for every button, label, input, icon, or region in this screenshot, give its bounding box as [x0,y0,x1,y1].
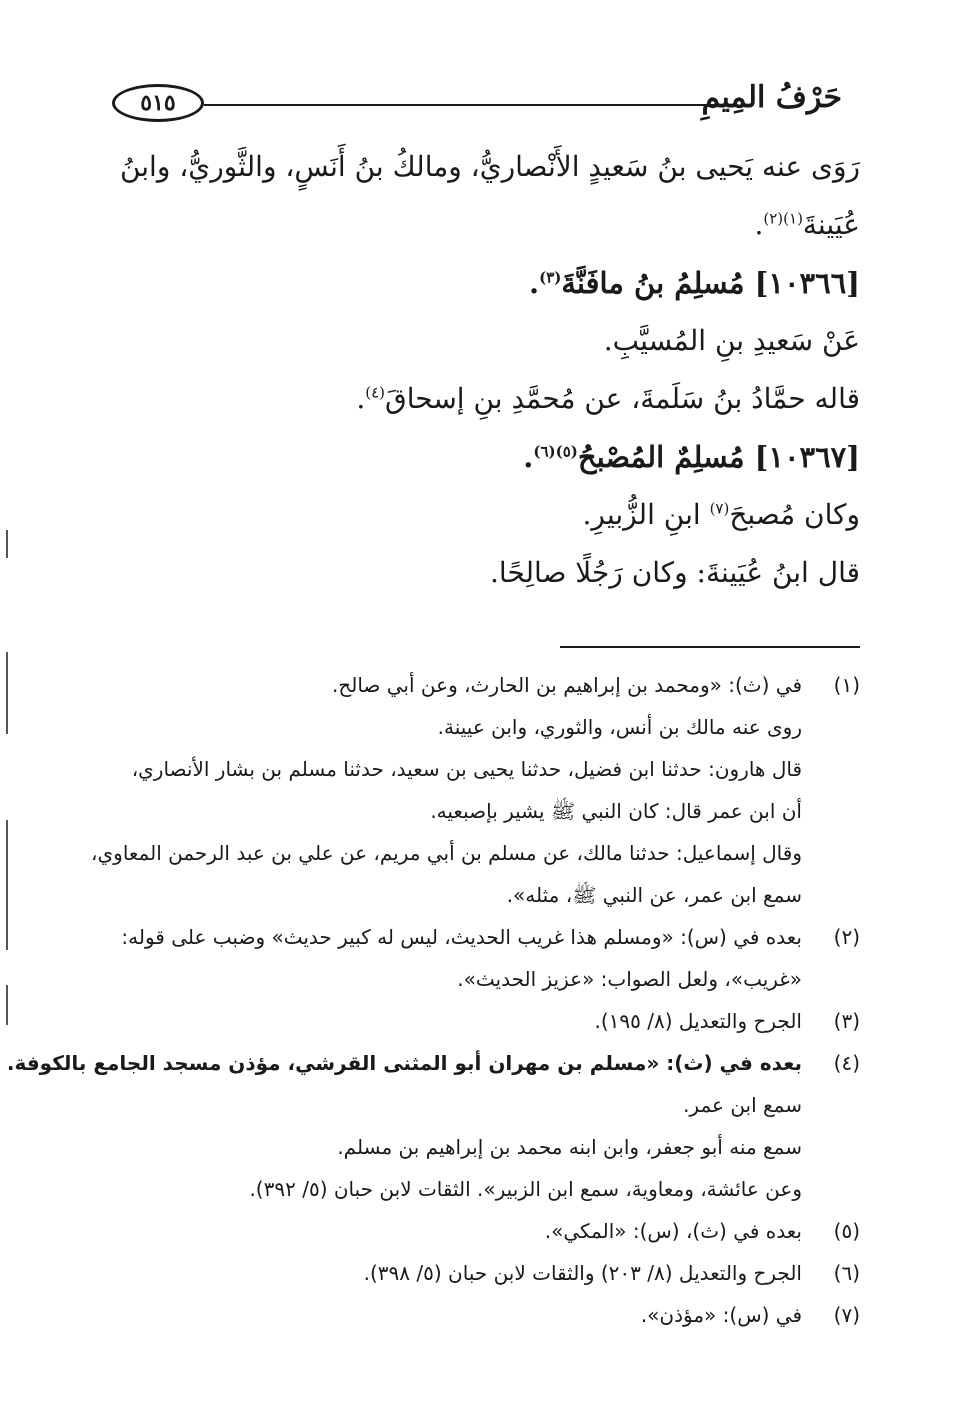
footnote [6,1042,860,1210]
entry-line: عَنْ سَعيدِ بنِ المُسيَّبِ. [603,324,860,357]
footnote-ref: (١)(٢) [763,209,803,228]
footnote-line: بعده في (س): «ومسلم هذا غريب الحديث، ليس له كبير حديث» وضبب على قوله: [121,925,802,949]
footnote-line: سمع منه أبو جعفر، وابن ابنه محمد بن إبراهيم بن مسلم. [337,1135,802,1159]
footnote [112,1000,860,1042]
scan-edge-mark [6,820,8,950]
footnote-line: أن ابن عمر قال: كان النبي ﷺ يشير بإصبعيه. [430,799,802,823]
scan-edge-mark [6,652,8,734]
footnote-line: سمع ابن عمر. [683,1093,802,1117]
footnote-ref: (٥)(٦) [533,442,578,461]
entry-line: قال ابنُ عُيَينةَ: وكان رَجُلًا صالِحًا. [490,556,860,589]
page-number-badge [112,84,204,122]
footnote-number: (٢) [833,925,860,949]
footnote-number: (٧) [833,1303,860,1327]
page-header [112,80,842,130]
footnote-line: بعده في (ث)، (س): «المكي». [544,1219,802,1243]
entry-heading-text: [١٠٣٦٦] مُسلِمُ بنُ مافَنَّةَ [561,266,860,300]
footnote-separator [560,646,860,648]
main-text [112,138,860,602]
footnote-line: «غريب»، ولعل الصواب: «عزيز الحديث». [457,967,802,991]
footnote-line: روى عنه مالك بن أنس، والثوري، وابن عيينة. [437,715,802,739]
footnote-line: وعن عائشة، ومعاوية، سمع ابن الزبير». الثقات لابن حبان (٥/ ٣٩٢). [249,1177,802,1201]
entry-heading: [١٠٣٦٦] مُسلِمُ بنُ مافَنَّةَ$^{(٣)}$. [528,266,860,300]
footnote-body [112,1252,802,1294]
scan-edge-mark [6,985,8,1025]
footnote-line: في (ث): «ومحمد بن إبراهيم بن الحارث، وعن أبي صالح. [331,673,802,697]
entry-line-text: وكان مُصبحَ [729,498,860,531]
footnotes [6,664,860,1336]
footnote-number: (٤) [833,1051,860,1075]
footnote-line: قال هارون: حدثنا ابن فضيل، حدثنا يحيى بن سعيد، حدثنا مسلم بن بشار الأنصاري، [131,757,802,781]
page-number: ٥١٥ [140,90,176,116]
footnote [112,1210,860,1252]
footnote [112,1294,860,1336]
footnote-body [7,1042,802,1210]
footnote-line: وقال إسماعيل: حدثنا مالك، عن مسلم بن أبي مريم، عن علي بن عبد الرحمن المعاوي، [91,841,802,865]
footnote [112,1252,860,1294]
footnote-number: (٦) [833,1261,860,1285]
header-rule [204,104,732,106]
footnote-number: (٥) [833,1219,860,1243]
entry-line-text: قاله حمَّادُ بنُ سَلَمةَ، عن مُحمَّدِ بنِ إسحاقَ [385,382,860,415]
footnote-line: بعده في (ث): «مسلم بن مهران أبو المثنى القرشي، مؤذن مسجد الجامع بالكوفة. [6,1051,802,1075]
footnote-line: سمع ابن عمر، عن النبي ﷺ، مثله». [506,883,802,907]
footnote-body [112,1000,802,1042]
footnote-number: (٣) [833,1009,860,1033]
footnote [112,916,860,1000]
entry-heading: [١٠٣٦٧] مُسلِمٌ المُصْبحُ$^{(٥)(٦)}$. [523,440,860,474]
footnote-ref: (٣) [539,268,562,287]
footnote-body [112,916,802,1000]
main-para-line: رَوَى عنه يَحيى بنُ سَعيدٍ الأَنْصاريُّ، ومالكُ بنُ أَنَسٍ، والثَّوريُّ، وابنُ [119,150,860,183]
entry-line [112,486,860,544]
entry-heading-text: [١٠٣٦٧] مُسلِمٌ المُصْبحُ [577,440,860,474]
chapter-title: حَرْفُ المِيمِ [701,80,842,115]
entry-line: قاله حمَّادُ بنُ سَلَمةَ، عن مُحمَّدِ بنِ إسحاقَ$^{(٤)}$. [356,382,860,415]
scan-edge-mark [6,530,8,558]
footnote-line: في (س): «مؤذن». [640,1303,802,1327]
main-para-text: عُيَينةَ [802,208,860,241]
footnote-ref: (٤) [365,383,385,402]
footnote-ref: (٧) [709,499,730,518]
footnote [91,664,860,916]
footnote-body [112,1294,802,1336]
footnote-line: الجرح والتعديل (٨/ ٢٠٣) والثقات لابن حبان (٥/ ٣٩٨). [363,1261,802,1285]
footnote-number: (١) [833,673,860,697]
footnote-body [91,664,802,916]
entry-line-text: ابنِ الزُّبيرِ. [582,498,710,531]
main-para-line: عُيَينةَ$^{(١)(٢)}$. [754,208,860,241]
footnote-body [112,1210,802,1252]
footnote-line: الجرح والتعديل (٨/ ١٩٥). [594,1009,802,1033]
